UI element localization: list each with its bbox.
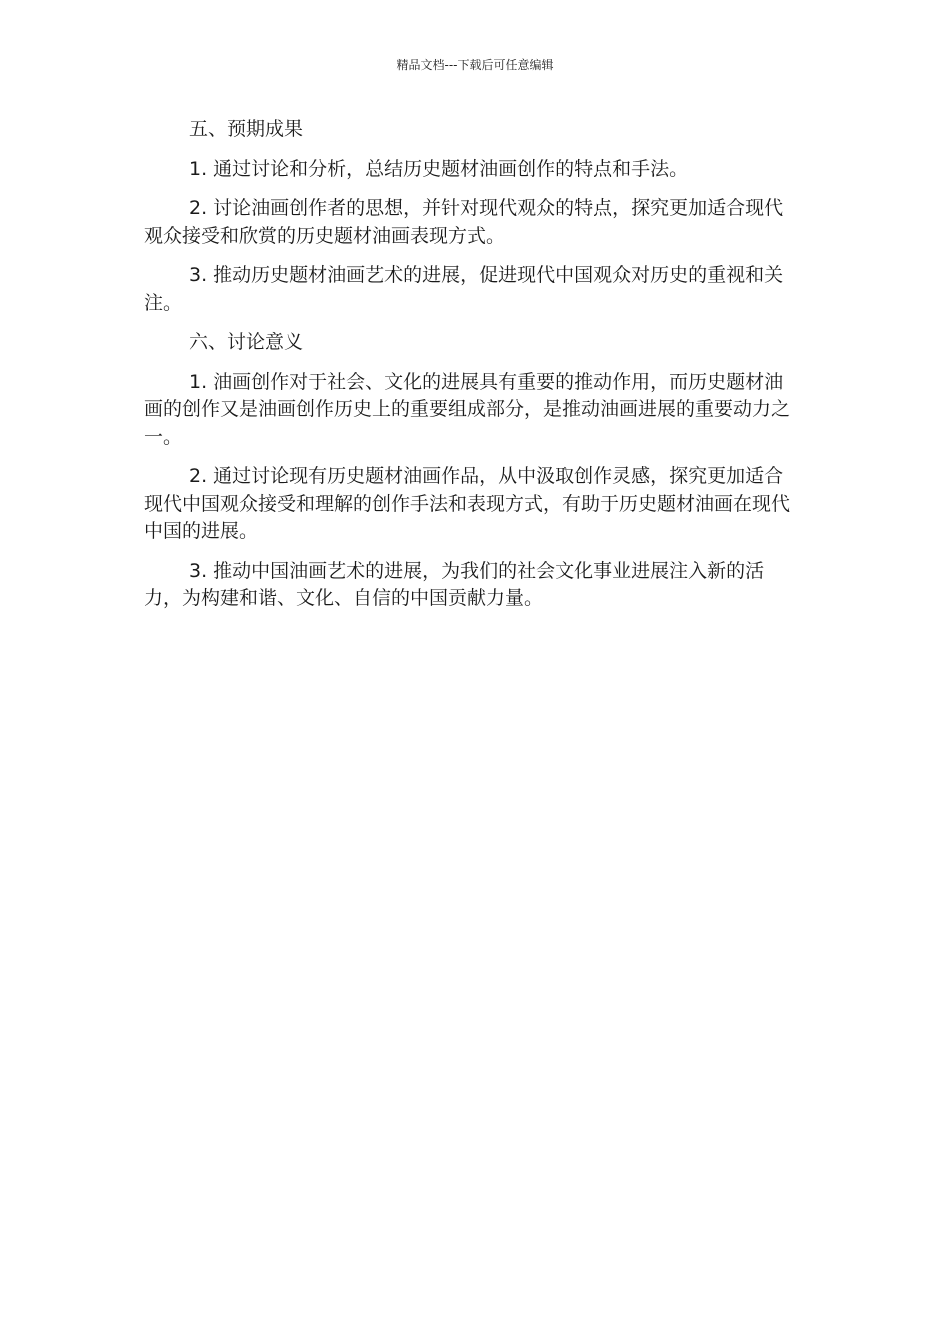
- section-heading-research-significance: 六、讨论意义: [189, 331, 304, 353]
- section-heading-expected-results: 五、预期成果: [189, 118, 304, 140]
- research-significance-item: 1. 油画创作对于社会、文化的进展具有重要的推动作用，而历史题材油画的创作又是油画创作历史上的重要组成部分，是推动油画进展的重要动力之一。: [144, 370, 791, 448]
- expected-results-item: 3. 推动历史题材油画艺术的进展，促进现代中国观众对历史的重视和关注。: [144, 264, 784, 314]
- expected-results-item: 2. 讨论油画创作者的思想，并针对现代观众的特点，探究更加适合现代观众接受和欣赏的历史题材油画表现方式。: [144, 197, 784, 247]
- page-header: 精品文档---下载后可任意编辑: [396, 58, 554, 72]
- document-body: [144, 116, 800, 625]
- expected-results-item: 1. 通过讨论和分析，总结历史题材油画创作的特点和手法。: [189, 157, 689, 180]
- research-significance-item: 3. 推动中国油画艺术的进展，为我们的社会文化事业进展注入新的活力，为构建和谐、文化、自信的中国贡献力量。: [144, 559, 765, 609]
- research-significance-item: 2. 通过讨论现有历史题材油画作品，从中汲取创作灵感，探究更加适合现代中国观众接受和理解的创作手法和表现方式，有助于历史题材油画在现代中国的进展。: [144, 465, 791, 542]
